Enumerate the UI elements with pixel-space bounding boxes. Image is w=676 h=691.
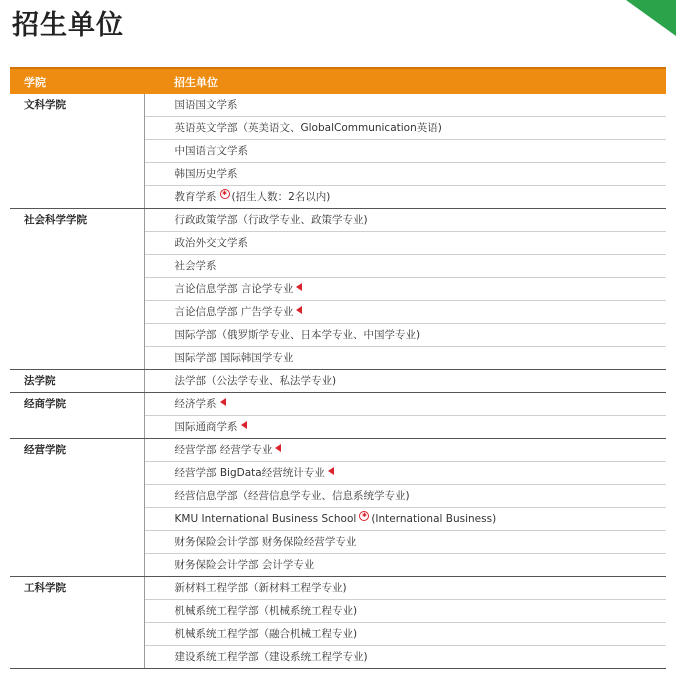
unit-name: 行政政策学部（行政学专业、政策学专业) <box>174 214 368 226</box>
unit-name: 财务保险会计学部 会计学专业 <box>174 559 315 571</box>
unit-name: 机械系统工程学部（融合机械工程专业) <box>174 628 358 640</box>
triangle-marker-icon <box>275 444 281 452</box>
unit-cell <box>144 439 666 462</box>
triangle-marker-icon <box>241 421 247 429</box>
unit-cell <box>144 163 666 186</box>
unit-name: 国际学部（俄罗斯学专业、日本学专业、中国学专业) <box>174 329 421 341</box>
unit-note: (招生人数：2名以内) <box>231 191 331 203</box>
unit-cell <box>144 232 666 255</box>
unit-name: 经营信息学部（经营信息学专业、信息系统学专业) <box>174 490 410 502</box>
table-row <box>10 94 666 117</box>
unit-cell <box>144 94 666 117</box>
unit-cell <box>144 485 666 508</box>
unit-cell <box>144 278 666 301</box>
unit-cell <box>144 370 666 393</box>
table-row <box>10 393 666 416</box>
unit-name: 建设系统工程学部（建设系统工程学专业) <box>174 651 368 663</box>
header-college: 学院 <box>10 68 144 94</box>
unit-cell <box>144 577 666 600</box>
unit-name: 韩国历史学系 <box>174 168 238 180</box>
unit-name: 国际通商学系 <box>174 421 238 433</box>
unit-name: 经济学系 <box>174 398 217 410</box>
unit-name: 言论信息学部 广告学专业 <box>174 306 294 318</box>
table-row <box>10 439 666 462</box>
unit-cell <box>144 117 666 140</box>
asterisk-marker-icon: ✱ <box>359 511 369 521</box>
unit-cell <box>144 554 666 577</box>
unit-cell <box>144 600 666 623</box>
college-name: 法学院 <box>10 370 144 393</box>
unit-name: 经营学部 BigData经营统计专业 <box>174 467 325 479</box>
college-name: 文科学院 <box>10 94 144 209</box>
table-row <box>10 577 666 600</box>
asterisk-marker-icon: ✱ <box>220 189 230 199</box>
unit-name: 政治外交文学系 <box>174 237 248 249</box>
unit-name: 社会学系 <box>174 260 217 272</box>
triangle-marker-icon <box>220 398 226 406</box>
unit-cell <box>144 347 666 370</box>
college-name: 社会科学学院 <box>10 209 144 370</box>
unit-name: 言论信息学部 言论学专业 <box>174 283 294 295</box>
unit-name: 英语英文学部（英美语文、GlobalCommunication英语) <box>174 122 442 134</box>
triangle-marker-icon <box>328 467 334 475</box>
unit-name: 新材料工程学部（新材料工程学专业) <box>174 582 347 594</box>
unit-cell <box>144 255 666 278</box>
page-title: 招生单位 <box>12 10 124 41</box>
unit-cell <box>144 416 666 439</box>
unit-name: 中国语言文学系 <box>174 145 248 157</box>
college-name: 工科学院 <box>10 577 144 669</box>
unit-name: 经营学部 经营学专业 <box>174 444 273 456</box>
unit-cell <box>144 393 666 416</box>
college-name: 经营学院 <box>10 439 144 577</box>
table-row <box>10 370 666 393</box>
corner-decoration <box>626 0 676 36</box>
unit-cell <box>144 140 666 163</box>
unit-name: 国语国文学系 <box>174 99 238 111</box>
unit-cell <box>144 462 666 485</box>
college-name: 经商学院 <box>10 393 144 439</box>
unit-cell <box>144 209 666 232</box>
unit-cell <box>144 623 666 646</box>
unit-note: (International Business) <box>371 513 497 525</box>
triangle-marker-icon <box>296 306 302 314</box>
unit-cell <box>144 324 666 347</box>
unit-cell <box>144 301 666 324</box>
unit-name: 法学部（公法学专业、私法学专业) <box>174 375 337 387</box>
unit-name: 教育学系 <box>174 191 217 203</box>
table-row <box>10 209 666 232</box>
unit-name: 国际学部 国际韩国学专业 <box>174 352 294 364</box>
unit-name: 机械系统工程学部（机械系统工程专业) <box>174 605 358 617</box>
unit-name: 财务保险会计学部 财务保险经营学专业 <box>174 536 357 548</box>
unit-name: KMU International Business School <box>174 513 357 525</box>
unit-cell <box>144 531 666 554</box>
unit-cell <box>144 508 666 531</box>
table-header-row <box>10 68 666 94</box>
table-body <box>10 94 666 669</box>
admission-units-table <box>10 67 666 669</box>
triangle-marker-icon <box>296 283 302 291</box>
header-unit: 招生单位 <box>144 68 666 94</box>
unit-cell <box>144 186 666 209</box>
unit-cell <box>144 646 666 669</box>
